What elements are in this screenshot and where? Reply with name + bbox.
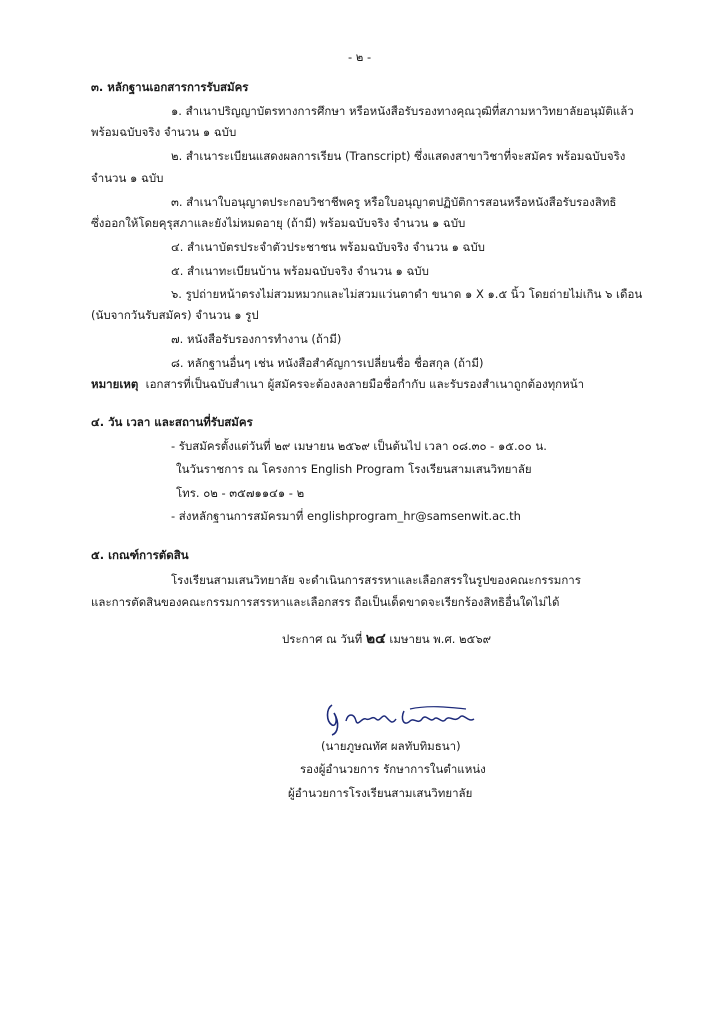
section-3-item: ๓. สำเนาใบอนุญาตประกอบวิชาชีพครู หรือใบอนุญาตปฏิบัติการสอนหรือหนังสือรับรองสิทธิ	[171, 195, 617, 209]
section-3-item: ๕. สำเนาทะเบียนบ้าน พร้อมฉบับจริง จำนวน ๑ ฉบับ	[171, 264, 429, 278]
section-4-line: - รับสมัครตั้งแต่วันที่ ๒๙ เมษายน ๒๕๖๙ เป็นต้นไป เวลา ๐๘.๓๐ - ๑๕.๐๐ น.	[171, 439, 547, 453]
section-3-item-cont: ซึ่งออกให้โดยคุรุสภาและยังไม่หมดอายุ (ถ้ามี) พร้อมฉบับจริง จำนวน ๑ ฉบับ	[91, 216, 466, 230]
section-5-paragraph: โรงเรียนสามเสนวิทยาลัย จะดำเนินการสรรหาและเลือกสรรในรูปของคณะกรรมการ	[171, 573, 581, 587]
announcement-date	[282, 631, 491, 647]
note-label: หมายเหตุ	[91, 377, 139, 391]
signatory-name: (นายภูษณทัศ ผลทับทิมธนา)	[321, 739, 461, 753]
announce-suffix: เมษายน พ.ศ. ๒๕๖๙	[389, 632, 492, 646]
announce-prefix: ประกาศ ณ วันที่	[282, 632, 363, 646]
section-3-item: ๘. หลักฐานอื่นๆ เช่น หนังสือสำคัญการเปลี่ยนชื่อ ชื่อสกุล (ถ้ามี)	[171, 356, 484, 370]
section-5-heading: ๕. เกณฑ์การตัดสิน	[91, 548, 189, 562]
section-3-item: ๗. หนังสือรับรองการทำงาน (ถ้ามี)	[171, 332, 342, 346]
section-4-line: ในวันราชการ ณ โครงการ English Program โรงเรียนสามเสนวิทยาลัย	[176, 462, 532, 476]
section-3-item-cont: (นับจากวันรับสมัคร) จำนวน ๑ รูป	[91, 308, 259, 322]
section-3-item: ๑. สำเนาปริญญาบัตรทางการศึกษา หรือหนังสือรับรองทางคุณวุฒิที่สภามหาวิทยาลัยอนุมัติแล้ว	[171, 104, 634, 118]
announce-day-handwritten: ๒๔	[365, 631, 386, 647]
section-3-heading: ๓. หลักฐานเอกสารการรับสมัคร	[91, 80, 249, 94]
section-4-heading: ๔. วัน เวลา และสถานที่รับสมัคร	[91, 415, 253, 429]
handwritten-signature	[318, 699, 488, 739]
section-4-email-line: - ส่งหลักฐานการสมัครมาที่ englishprogram_hr@samsenwit.ac.th	[171, 509, 521, 523]
section-3-item-cont: พร้อมฉบับจริง จำนวน ๑ ฉบับ	[91, 125, 237, 139]
signatory-position: ผู้อำนวยการโรงเรียนสามเสนวิทยาลัย	[288, 786, 473, 800]
section-5-paragraph-cont: และการตัดสินของคณะกรรมการสรรหาและเลือกสรร ถือเป็นเด็ดขาดจะเรียกร้องสิทธิอื่นใดไม่ได้	[91, 595, 560, 609]
page-number: - ๒ -	[348, 50, 372, 64]
note-line	[91, 376, 584, 392]
section-3-item-cont: จำนวน ๑ ฉบับ	[91, 171, 164, 185]
section-3-item: ๔. สำเนาบัตรประจำตัวประชาชน พร้อมฉบับจริง จำนวน ๑ ฉบับ	[171, 240, 485, 254]
section-3-item: ๖. รูปถ่ายหน้าตรงไม่สวมหมวกและไม่สวมแว่นตาดำ ขนาด ๑ X ๑.๕ นิ้ว โดยถ่ายไม่เกิน ๖ เดือน	[171, 287, 643, 301]
section-4-phone: โทร. ๐๒ - ๓๕๗๑๑๔๑ - ๒	[176, 486, 305, 500]
note-text: เอกสารที่เป็นฉบับสำเนา ผู้สมัครจะต้องลงลายมือชื่อกำกับ และรับรองสำเนาถูกต้องทุกหน้า	[145, 377, 585, 391]
signatory-position: รองผู้อำนวยการ รักษาการในตำแหน่ง	[300, 762, 486, 776]
section-3-item: ๒. สำเนาระเบียนแสดงผลการเรียน (Transcript) ซึ่งแสดงสาขาวิชาที่จะสมัคร พร้อมฉบับจริง	[171, 149, 626, 163]
